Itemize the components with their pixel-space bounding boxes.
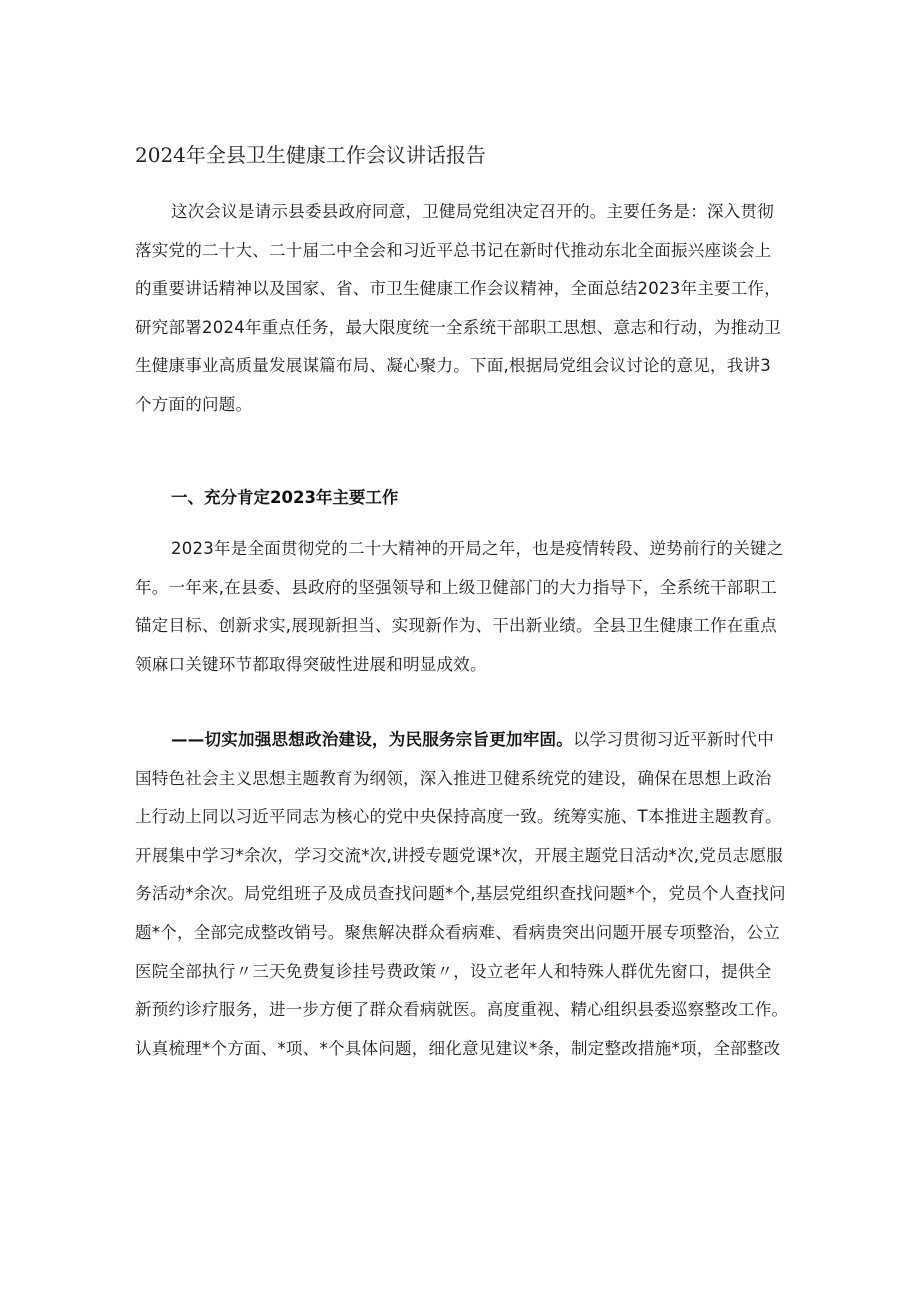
paragraph-line: 年。一年来,在县委、县政府的坚强领导和上级卫健部门的大力指导下，全系统干部职工 — [135, 577, 777, 597]
paragraph-line: 锚定目标、创新求实,展现新担当、实现新作为、干出新业绩。全县卫生健康工作在重点 — [135, 616, 777, 636]
paragraph-line: 的重要讲话精神以及国家、省、市卫生健康工作会议精神，全面总结2023年主要工作， — [135, 279, 781, 299]
section1-paragraph — [135, 530, 795, 684]
point-body-text: 以学习贯彻习近平新时代中 — [573, 730, 774, 749]
paragraph-line: 医院全部执行〃三天免费复诊挂号费政策〃，设立老年人和特殊人群优先窗口，提供全 — [135, 961, 772, 981]
paragraph-line: 认真梳理*个方面、*项、*个具体问题，细化意见建议*条，制定整改措施*项，全部整改 — [135, 1038, 781, 1058]
point-lead-text: ——切实加强思想政治建设，为民服务宗旨更加牢固。 — [171, 730, 573, 749]
paragraph-line: 题*个，全部完成整改销号。聚焦解决群众看病难、看病贵突出问题开展专项整治，公立 — [135, 922, 780, 942]
paragraph-line: 新预约诊疗服务，进一步方便了群众看病就医。高度重视、精心组织县委巡察整改工作。 — [135, 1000, 789, 1020]
intro-paragraph — [135, 193, 795, 425]
point1-paragraph — [135, 721, 795, 1068]
paragraph-line: 研究部署2024年重点任务，最大限度统一全系统干部职工思想、意志和行动，为推动卫 — [135, 317, 781, 337]
paragraph-line: 2023年是全面贯彻党的二十大精神的开局之年，也是疫情转段、逆势前行的关键之 — [171, 539, 784, 558]
document-title: 2024年全县卫生健康工作会议讲话报告 — [135, 143, 486, 167]
paragraph-line: 国特色社会主义思想主题教育为纲领，深入推进卫健系统党的建设，确保在思想上政治 — [135, 768, 772, 788]
paragraph-line: 上行动上同以习近平同志为核心的党中央保持高度一致。统筹实施、T本推进主题教育。 — [135, 807, 782, 827]
paragraph-line: 领麻口关键环节都取得突破性进展和明显成效。 — [135, 654, 487, 674]
paragraph-line: 落实党的二十大、二十届二中全会和习近平总书记在新时代推动东北全面振兴座谈会上 — [135, 240, 772, 260]
paragraph-line: 个方面的问题。 — [135, 394, 253, 414]
paragraph-line: 务活动*余次。局党组班子及成员查找问题*个,基层党组织查找问题*个，党员个人查找问 — [135, 884, 786, 904]
paragraph-line: 这次会议是请示县委县政府同意，卫健局党组决定召开的。主要任务是：深入贯彻 — [171, 202, 774, 221]
paragraph-line: 生健康事业高质量发展谋篇布局、凝心聚力。下面,根据局党组会议讨论的意见，我讲3 — [135, 356, 771, 376]
paragraph-line: 开展集中学习*余次，学习交流*次,讲授专题党课*次，开展主题党日活动*次,党员志愿服 — [135, 845, 783, 865]
paragraph-line — [135, 721, 795, 760]
section-heading: 一、充分肯定2023年主要工作 — [171, 488, 399, 507]
